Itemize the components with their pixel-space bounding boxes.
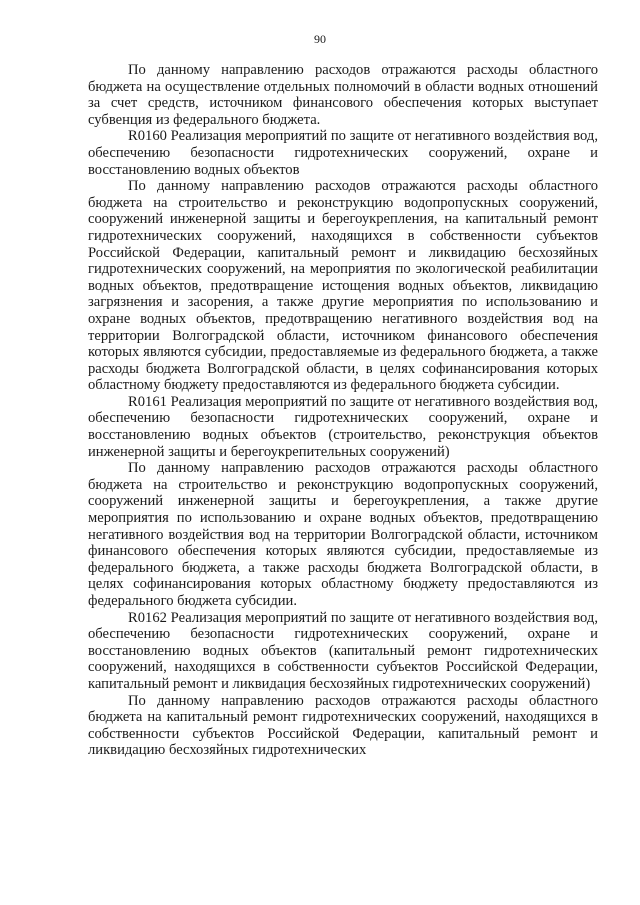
heading-r0162: R0162 Реализация мероприятий по защите от негативного воздействия вод, обеспечению безопасности гидротехнических сооружений, охране и восстановлению водных объектов (капитальный ремонт гидротехнических сооружений, находящихся в собственности субъектов Российской Федерации, капитальный ремонт и ликвидация бесхозяйных гидротехнических сооружений) bbox=[88, 609, 598, 692]
paragraph-r0161: По данному направлению расходов отражаются расходы областного бюджета на строительство и реконструкцию водопропускных сооружений, сооружений инженерной защиты и берегоукрепления, а также другие мероприятия по использованию и охране водных объектов, предотвращению негативного воздействия вод на территории Волгоградской области, источником финансового обеспечения которых являются субсидии, предоставляемые из федерального бюджета, а также расходы бюджета Волгоградской области, в целях софинансирования которых областному бюджету предоставляются из федерального бюджета субсидии. bbox=[88, 460, 598, 609]
page-number: 90 bbox=[314, 32, 326, 46]
document-body bbox=[88, 62, 598, 759]
paragraph-r0162: По данному направлению расходов отражаются расходы областного бюджета на капитальный ремонт гидротехнических сооружений, находящихся в собственности субъектов Российской Федерации, капитальный ремонт и ликвидацию бесхозяйных гидротехнических bbox=[88, 692, 598, 759]
heading-r0160: R0160 Реализация мероприятий по защите от негативного воздействия вод, обеспечению безопасности гидротехнических сооружений, охране и восстановлению водных объектов bbox=[88, 128, 598, 178]
paragraph-r0160: По данному направлению расходов отражаются расходы областного бюджета на строительство и реконструкцию водопропускных сооружений, сооружений инженерной защиты и берегоукрепления, на капитальный ремонт гидротехнических сооружений, находящихся в собственности субъектов Российской Федерации, капитальный ремонт и ликвидацию бесхозяйных гидротехнических сооружений, на мероприятия по экологической реабилитации водных объектов, предотвращение истощения водных объектов, ликвидацию загрязнения и засорения, а также другие мероприятия по использованию и охране водных объектов, предотвращению негативного воздействия вод на территории Волгоградской области, источником финансового обеспечения которых являются субсидии, предоставляемые из федерального бюджета, а также расходы бюджета Волгоградской области, в целях софинансирования которых областному бюджету предоставляются из федерального бюджета субсидии. bbox=[88, 178, 598, 394]
paragraph-intro: По данному направлению расходов отражаются расходы областного бюджета на осуществление отдельных полномочий в области водных отношений за счет средств, источником финансового обеспечения которых выступает субвенция из федерального бюджета. bbox=[88, 62, 598, 128]
heading-r0161: R0161 Реализация мероприятий по защите от негативного воздействия вод, обеспечению безопасности гидротехнических сооружений, охране и восстановлению водных объектов (строительство, реконструкция объектов инженерной защиты и берегоукрепительных сооружений) bbox=[88, 393, 598, 460]
